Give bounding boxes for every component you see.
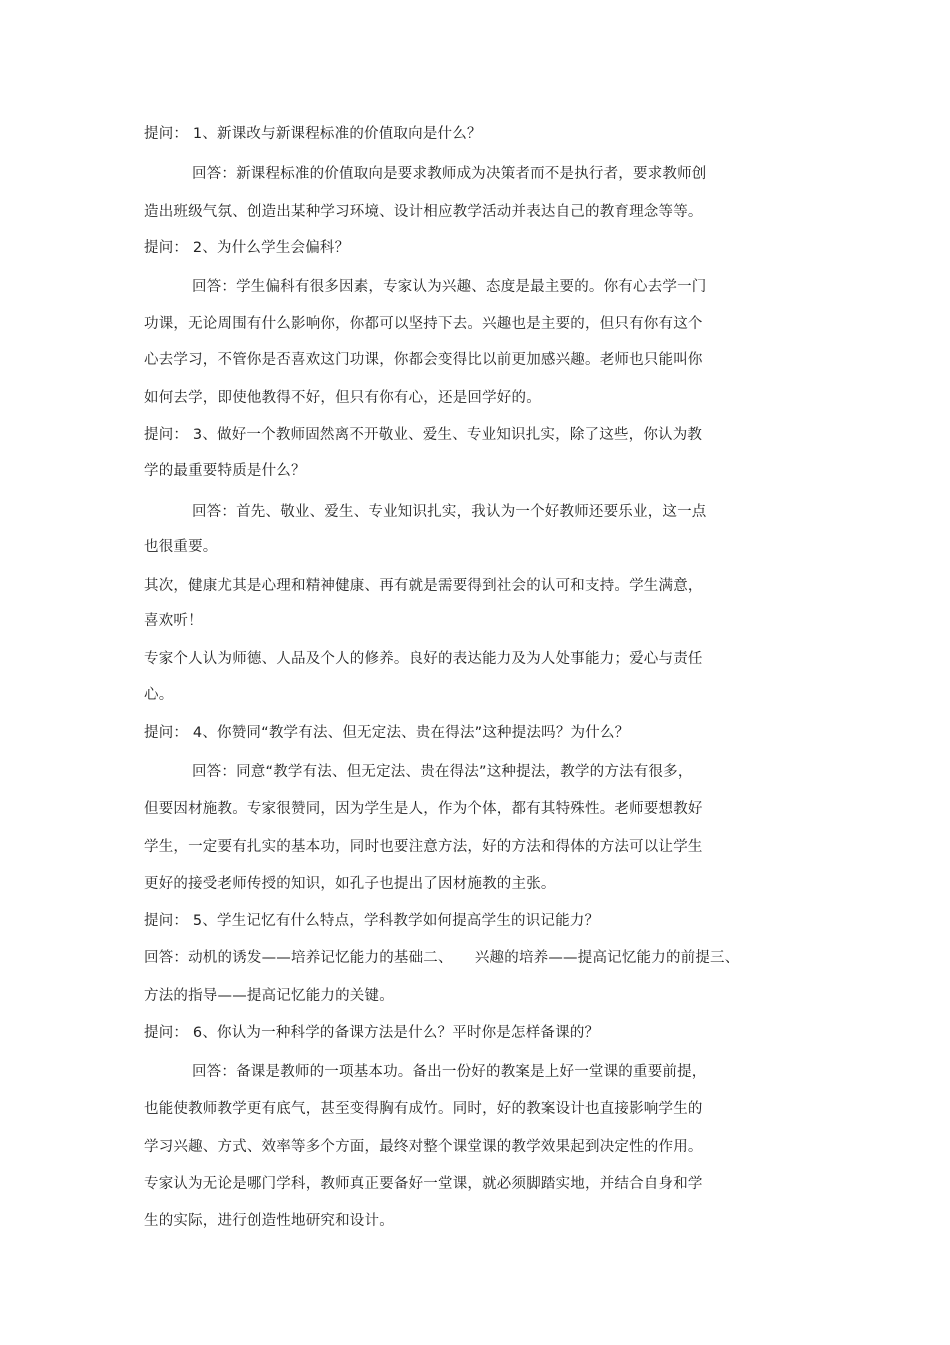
answer-3-line-6: 心。 <box>144 687 174 703</box>
answer-6-line-2: 也能使教师教学更有底气，甚至变得胸有成竹。同时，好的教案设计也直接影响学生的 <box>144 1101 703 1117</box>
answer-2-line-4: 如何去学，即使他教得不好，但只有你有心，还是回学好的。 <box>144 390 541 406</box>
answer-4-line-4: 更好的接受老师传授的知识，如孔子也提出了因材施教的主张。 <box>144 876 556 892</box>
answer-6-line-1: 回答：备课是教师的一项基本功。备出一份好的教案是上好一堂课的重要前提， <box>192 1064 707 1080</box>
answer-1-line-1: 回答：新课程标准的价值取向是要求教师成为决策者而不是执行者，要求教师创 <box>192 166 707 182</box>
answer-3-line-4: 喜欢听！ <box>144 613 203 629</box>
answer-3-line-2: 也很重要。 <box>144 539 218 555</box>
question-3-line-2: 学的最重要特质是什么？ <box>144 463 306 479</box>
answer-4-line-1: 回答：同意“教学有法、但无定法、贵在得法”这种提法，教学的方法有很多， <box>192 764 693 780</box>
question-5: 提问： 5、学生记忆有什么特点，学科教学如何提高学生的识记能力？ <box>144 913 600 929</box>
answer-6-line-4: 专家认为无论是哪门学科，教师真正要备好一堂课，就必须脚踏实地，并结合自身和学 <box>144 1176 703 1192</box>
answer-2-line-1: 回答：学生偏科有很多因素，专家认为兴趣、态度是最主要的。你有心去学一门 <box>192 279 707 295</box>
answer-6-line-5: 生的实际，进行创造性地研究和设计。 <box>144 1213 394 1229</box>
answer-3-line-3: 其次，健康尤其是心理和精神健康、再有就是需要得到社会的认可和支持。学生满意， <box>144 578 703 594</box>
question-4: 提问： 4、你赞同“教学有法、但无定法、贵在得法”这种提法吗？为什么？ <box>144 725 630 741</box>
answer-4-line-2: 但要因材施教。专家很赞同，因为学生是人，作为个体，都有其特殊性。老师要想教好 <box>144 801 703 817</box>
answer-2-line-3: 心去学习，不管你是否喜欢这门功课，你都会变得比以前更加感兴趣。老师也只能叫你 <box>144 352 703 368</box>
answer-3-line-1: 回答：首先、敬业、爱生、专业知识扎实，我认为一个好教师还要乐业，这一点 <box>192 504 707 520</box>
answer-2-line-2: 功课，无论周围有什么影响你，你都可以坚持下去。兴趣也是主要的，但只有你有这个 <box>144 316 703 332</box>
answer-5-line-2: 方法的指导——提高记忆能力的关键。 <box>144 988 394 1004</box>
question-1: 提问： 1、新课改与新课程标准的价值取向是什么？ <box>144 126 482 142</box>
answer-6-line-3: 学习兴趣、方式、效率等多个方面，最终对整个课堂课的教学效果起到决定性的作用。 <box>144 1139 703 1155</box>
answer-5-line-1: 回答：动机的诱发——培养记忆能力的基础二、 兴趣的培养——提高记忆能力的前提三、 <box>144 950 740 966</box>
question-2: 提问： 2、为什么学生会偏科？ <box>144 240 350 256</box>
question-6: 提问： 6、你认为一种科学的备课方法是什么？平时你是怎样备课的？ <box>144 1025 600 1041</box>
answer-1-line-2: 造出班级气氛、创造出某种学习环境、设计相应教学活动并表达自己的教育理念等等。 <box>144 204 703 220</box>
answer-4-line-3: 学生，一定要有扎实的基本功，同时也要注意方法，好的方法和得体的方法可以让学生 <box>144 839 703 855</box>
answer-3-line-5: 专家个人认为师德、人品及个人的修养。良好的表达能力及为人处事能力；爱心与责任 <box>144 651 703 667</box>
question-3-line-1: 提问： 3、做好一个教师固然离不开敬业、爱生、专业知识扎实，除了这些，你认为教 <box>144 427 703 443</box>
